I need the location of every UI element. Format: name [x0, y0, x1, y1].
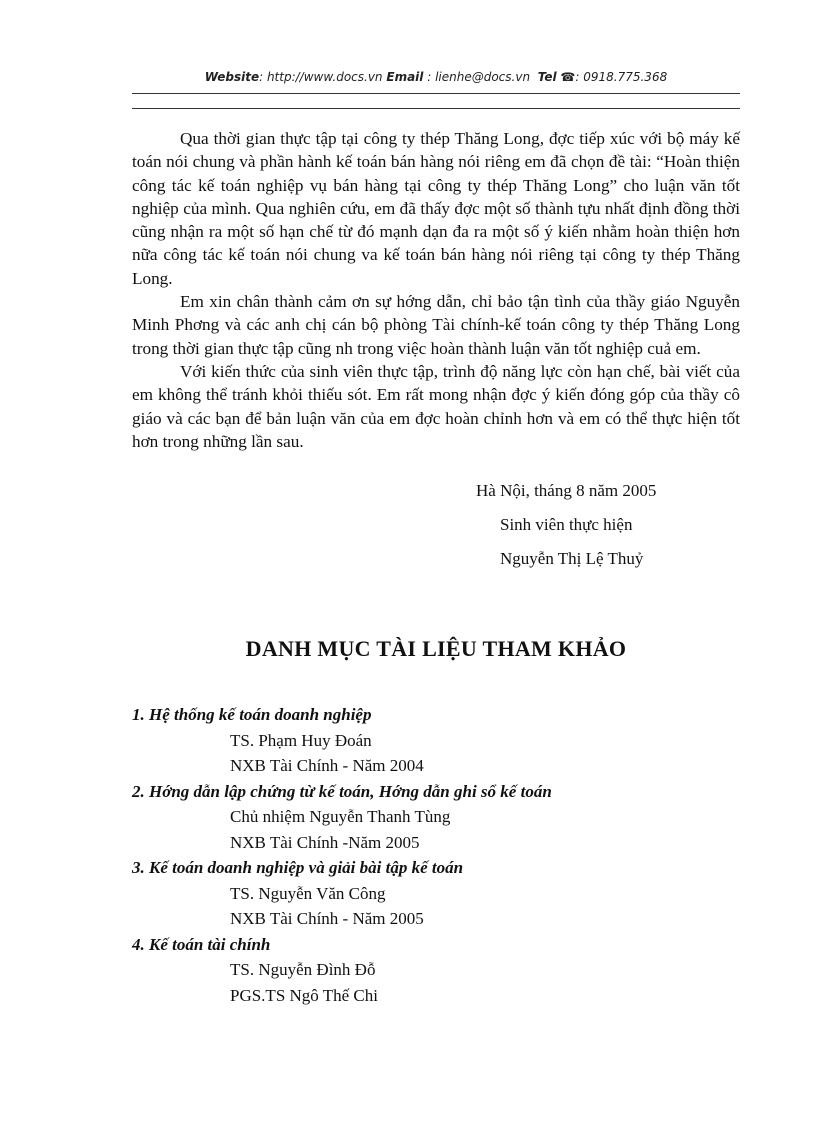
paragraph: Em xin chân thành cảm ơn sự hớng dẫn, chỉ bảo tận tình của thầy giáo Nguyễn Minh Phơng và các anh chị cán bộ phòng Tài chính-kế toán công ty thép Thăng Long trong thời gian thực tập cũng nh trong việc hoàn thành luận văn tốt nghiệp cuả em.	[132, 292, 740, 358]
references-list	[132, 702, 740, 1008]
tel-label: Tel	[537, 70, 557, 84]
reference-publisher: NXB Tài Chính -Năm 2005	[230, 832, 420, 852]
reference-publisher: NXB Tài Chính - Năm 2005	[230, 909, 424, 928]
email-value: : lienhe@docs.vn	[423, 70, 531, 84]
body-text	[132, 127, 740, 453]
reference-title: 2. Hớng dẫn lập chứng từ kế toán, Hớng dẫn ghi sổ kế toán	[132, 781, 552, 801]
reference-author: TS. Phạm Huy Đoán	[230, 730, 372, 750]
signature-date: Hà Nội, tháng 8 năm 2005	[476, 481, 657, 500]
reference-author: Chủ nhiệm Nguyễn Thanh Tùng	[230, 807, 451, 826]
reference-author: TS. Nguyễn Văn Công	[230, 883, 386, 903]
paragraph: Qua thời gian thực tập tại công ty thép Thăng Long, đợc tiếp xúc với bộ máy kế toán nói chung và phần hành kế toán bán hàng nói riêng em đã chọn đề tài: “Hoàn thiện công tác kế toán nghiệp vụ bán hàng tại công ty thép Thăng Long” cho luận văn tốt nghiệp của mình. Qua nghiên cứu, em đã thấy đợc một số thành tựu nhất định đồng thời cũng nhận ra một số hạn chế từ đó mạnh dạn đa ra một số ý kiến nhằm hoàn thiện hơn nữa công tác kế toán nói chung va kế toán bán hàng nói riêng tại công ty thép Thăng Long.	[132, 129, 740, 288]
reference-title: 4. Kế toán tài chính	[132, 934, 271, 954]
email-label: Email	[386, 70, 424, 84]
reference-publisher: NXB Tài Chính - Năm 2004	[230, 756, 424, 775]
page-header	[132, 70, 740, 84]
tel-value: : 0918.775.368	[575, 70, 668, 84]
reference-title: 1. Hệ thống kế toán doanh nghiệp	[132, 705, 372, 724]
phone-icon: ☎	[560, 70, 576, 84]
header-divider-bottom	[132, 108, 740, 109]
signature-role: Sinh viên thực hiện	[500, 515, 633, 534]
website-value: : http://www.docs.vn	[259, 70, 383, 84]
header-divider-top	[132, 93, 740, 94]
reference-title: 3. Kế toán doanh nghiệp và giải bài tập kế toán	[132, 858, 464, 877]
website-label: Website	[204, 70, 260, 84]
reference-author: TS. Nguyễn Đình Đỗ	[230, 960, 376, 979]
signature-name: Nguyễn Thị Lệ Thuỷ	[500, 549, 644, 568]
reference-publisher: PGS.TS Ngô Thế Chi	[230, 985, 378, 1005]
paragraph: Với kiến thức của sinh viên thực tập, trình độ năng lực còn hạn chế, bài viết của em không thể tránh khỏi thiếu sót. Em rất mong nhận đợc ý kiến đóng góp của thầy cô giáo và các bạn để bản luận văn của em đợc hoàn chỉnh hơn và em có thể thực hiện tốt hơn trong những lần sau.	[132, 361, 740, 451]
references-title: DANH MỤC TÀI LIỆU THAM KHẢO	[245, 636, 627, 661]
